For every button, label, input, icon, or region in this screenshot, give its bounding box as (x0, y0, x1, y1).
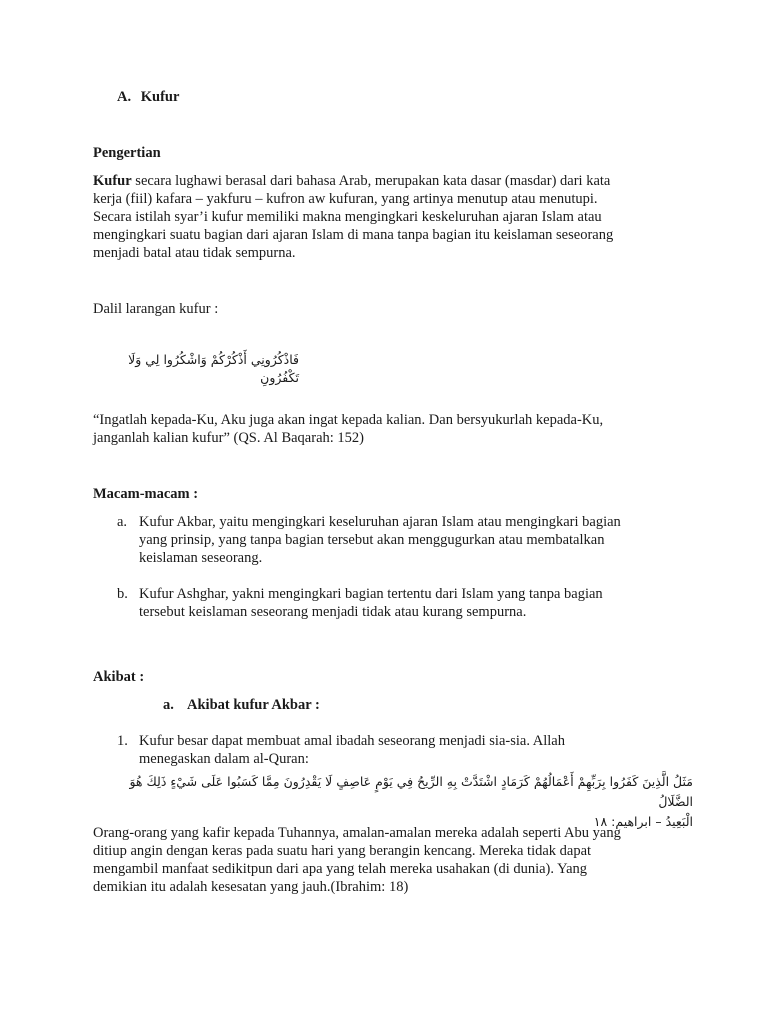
dalil-translation (93, 411, 693, 447)
translation-line: janganlah kalian kufur” (QS. Al Baqarah: 152) (93, 430, 364, 446)
dalil-arabic-verse: فَاذْكُرُونِي أَذْكُرْكُمْ وَاشْكُرُوا لِي وَلَا تَكْفُرُونِ (128, 352, 299, 385)
paragraph-line: mengingkari suatu bagian dari ajaran Islam di mana tanpa bagian itu keislaman seseorang (93, 227, 614, 243)
translation-line: Orang-orang yang kafir kepada Tuhannya, amalan-amalan mereka adalah seperti Abu yang (93, 825, 621, 841)
translation-line: “Ingatlah kepada-Ku, Aku juga akan ingat kepada kalian. Dan bersyukurlah kepada-Ku, (93, 412, 604, 428)
list-item-line: Kufur Ashghar, yakni mengingkari bagian tertentu dari Islam yang tanpa bagian (139, 586, 603, 602)
list-marker-a: a. (117, 514, 128, 530)
list-item-line: tersebut keislaman seseorang menjadi tidak atau kurang sempurna. (139, 604, 527, 620)
akibat-sub-marker: a. (163, 697, 174, 713)
list-item-kufur-ashghar (139, 585, 699, 621)
pengertian-paragraph (93, 172, 693, 262)
point-line: menegaskan dalam al-Quran: (139, 751, 309, 767)
point-line: Kufur besar dapat membuat amal ibadah seseorang menjadi sia-sia. Allah (139, 733, 565, 749)
akibat-sub-heading: Akibat kufur Akbar : (187, 697, 320, 713)
akibat-heading: Akibat : (93, 669, 145, 685)
paragraph-line: Secara istilah syar’i kufur memiliki makna mengingkari keskeluruhan ajaran Islam atau (93, 209, 602, 225)
translation-line: ditiup angin dengan keras pada suatu hari yang berangin kencang. Mereka tidak dapat (93, 843, 592, 859)
dalil-label: Dalil larangan kufur : (93, 301, 219, 317)
arabic-line: مَثَلُ الَّذِينَ كَفَرُوا بِرَبِّهِمْ أَعْمَالُهُمْ كَرَمَادٍ اشْتَدَّتْ بِهِ الرِّيحُ فِي يَوْمٍ عَاصِفٍ لَا يَقْدِرُونَ مِمَّا كَسَبُوا عَلَى شَيْءٍ ذَلِكَ هُوَ الضَّلَالُ (129, 774, 693, 809)
paragraph-line (93, 172, 693, 190)
paragraph-line: menjadi batal atau tidak sempurna. (93, 245, 296, 261)
translation-line: demikian itu adalah kesesatan yang jauh.(Ibrahim: 18) (93, 879, 409, 895)
section-heading (117, 88, 179, 106)
translation-line: mengambil manfaat sedikitpun dari apa yang telah mereka usahakan (di dunia). Yang (93, 861, 588, 877)
section-letter: A. (117, 89, 132, 105)
arabic-line: الْبَعِيدُ – ابراهيم: ١٨ (593, 814, 693, 829)
pengertian-heading: Pengertian (93, 145, 161, 161)
akibat-arabic-verse (93, 772, 693, 832)
list-item-kufur-akbar (139, 513, 699, 567)
paragraph-line-text: secara lughawi berasal dari bahasa Arab, merupakan kata dasar (masdar) dari kata (131, 173, 611, 189)
macam-heading: Macam-macam : (93, 486, 199, 502)
section-title: Kufur (140, 89, 180, 105)
list-item-line: keislaman seseorang. (139, 550, 263, 566)
paragraph-line: kerja (fiil) kafara – yakfuru – kufron aw kufuran, yang artinya menutup atau menutupi. (93, 191, 598, 207)
list-item-line: yang prinsip, yang tanpa bagian tersebut akan menggugurkan atau membatalkan (139, 532, 605, 548)
list-item-line: Kufur Akbar, yaitu mengingkari keseluruhan ajaran Islam atau mengingkari bagian (139, 514, 621, 530)
term-kufur: Kufur (93, 173, 132, 189)
list-marker-b: b. (117, 586, 128, 602)
akibat-point-text (139, 732, 699, 768)
akibat-translation (93, 824, 693, 896)
point-marker: 1. (117, 733, 128, 749)
